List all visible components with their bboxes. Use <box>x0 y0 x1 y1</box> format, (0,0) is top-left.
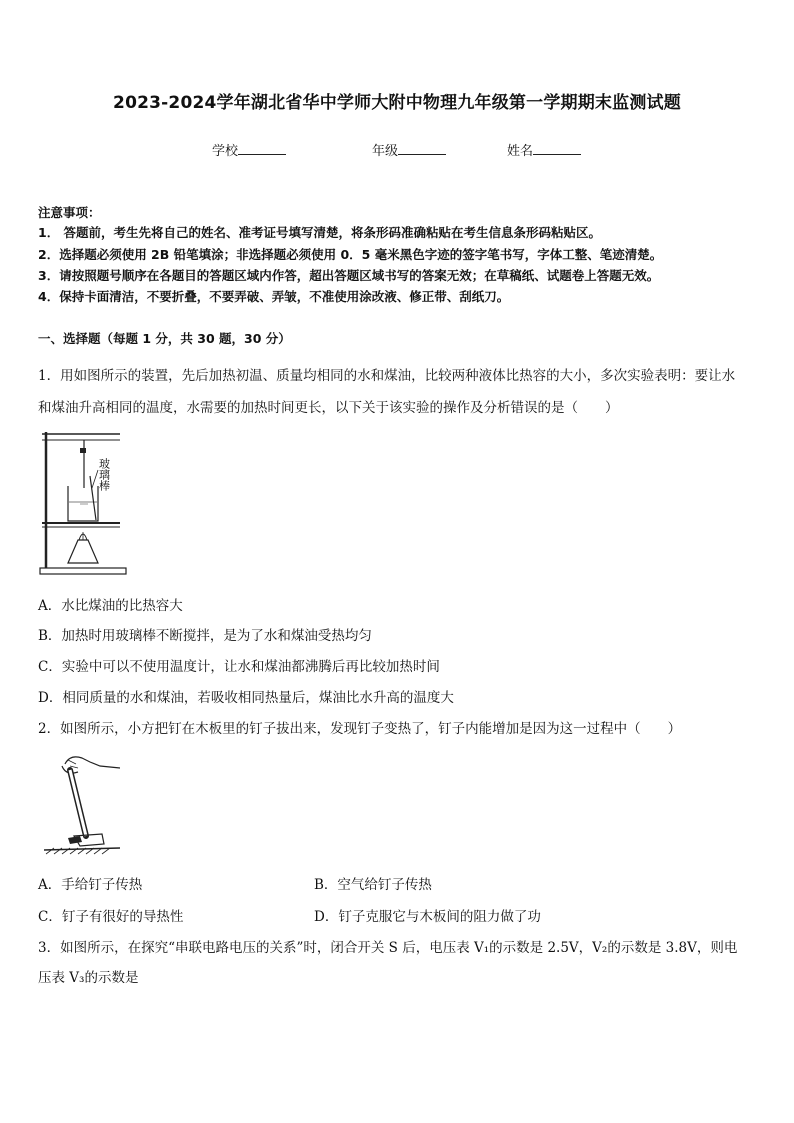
q2-option-a: A．手给钉子传热 <box>38 877 143 893</box>
q2-option-b: B．空气给钉子传热 <box>314 877 432 893</box>
notice-item: 3．请按照题号顺序在各题目的答题区域内作答，超出答题区域书写的答案无效；在草稿纸、试题卷上答题无效。 <box>38 268 660 283</box>
notice-heading: 注意事项： <box>38 205 101 220</box>
name-blank <box>533 142 581 155</box>
name-label: 姓名 <box>507 144 534 159</box>
grade-blank <box>398 142 446 155</box>
school-blank <box>238 142 286 155</box>
notice-item: 1． 答题前，考生先将自己的姓名、准考证号填写清楚，将条形码准确粘贴在考生信息条形码粘贴区。 <box>38 225 602 240</box>
q1-option-a: A．水比煤油的比热容大 <box>38 598 183 614</box>
q3-text-line1: 3．如图所示，在探究“串联电路电压的关系”时，闭合开关 S 后，电压表 V₁的示数是 2.5V，V₂的示数是 3.8V，则电 <box>38 940 738 956</box>
q1-text-line1: 1．用如图所示的装置，先后加热初温、质量均相同的水和煤油，比较两种液体比热容的大小，多次实验表明：要让水 <box>38 368 736 384</box>
q1-option-c: C．实验中可以不使用温度计，让水和煤油都沸腾后再比较加热时间 <box>38 659 440 675</box>
q2-pulling-nail-figure <box>40 752 130 862</box>
q1-option-b: B．加热时用玻璃棒不断搅拌，是为了水和煤油受热均匀 <box>38 628 372 644</box>
grade-field <box>372 140 446 159</box>
q2-text-line1: 2．如图所示，小方把钉在木板里的钉子拔出来，发现钉子变热了，钉子内能增加是因为这一过程中（ ） <box>38 721 682 737</box>
q1-heating-apparatus-figure <box>38 428 128 578</box>
school-field <box>212 140 286 159</box>
section-heading: 一、选择题（每题 1 分，共 30 题，30 分） <box>38 331 291 346</box>
notice-item: 4．保持卡面清洁，不要折叠，不要弄破、弄皱，不准使用涂改液、修正带、刮纸刀。 <box>38 289 510 304</box>
q2-option-c: C．钉子有很好的导热性 <box>38 909 184 925</box>
name-field <box>507 140 581 159</box>
grade-label: 年级 <box>372 144 399 159</box>
q2-option-d: D．钉子克服它与木板间的阻力做了功 <box>314 909 541 925</box>
q1-option-d: D．相同质量的水和煤油，若吸收相同热量后，煤油比水升高的温度大 <box>38 690 454 706</box>
page-title: 2023-2024学年湖北省华中学师大附中物理九年级第一学期期末监测试题 <box>113 93 681 113</box>
notice-item: 2．选择题必须使用 2B 铅笔填涂；非选择题必须使用 0．5 毫米黑色字迹的签字笔书写，字体工整、笔迹清楚。 <box>38 247 663 262</box>
q3-text-line2: 压表 V₃的示数是 <box>38 970 139 986</box>
q1-figure-label: 玻璃棒 <box>97 458 111 491</box>
school-label: 学校 <box>212 144 239 159</box>
q1-text-line2: 和煤油升高相同的温度，水需要的加热时间更长，以下关于该实验的操作及分析错误的是（ ） <box>38 400 619 416</box>
